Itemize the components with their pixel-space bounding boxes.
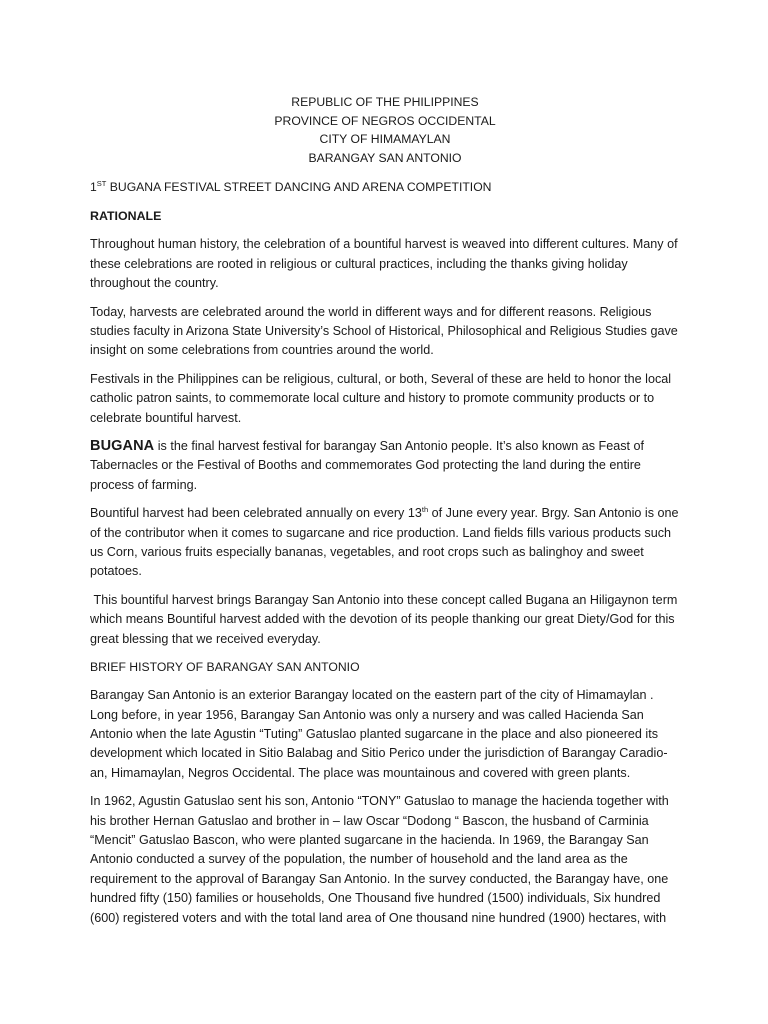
title-text: BUGANA FESTIVAL STREET DANCING AND ARENA COMPETITION	[106, 180, 492, 195]
header-province: PROVINCE OF NEGROS OCCIDENTAL	[274, 113, 496, 128]
bugana-word: BUGANA	[90, 438, 155, 455]
history-heading: BRIEF HISTORY OF BARANGAY SAN ANTONIO	[90, 660, 360, 675]
document-page	[90, 93, 683, 937]
rationale-paragraph-3: Festivals in the Philippines can be religious, cultural, or both, Several of these are held to honor the local catholic patron saints, to commemorate local culture and history to promote community products or to celebrate bountiful harvest.	[90, 371, 675, 425]
date-ordinal: th	[421, 505, 429, 515]
header-republic: REPUBLIC OF THE PHILIPPINES	[291, 95, 479, 109]
rationale-paragraph-5	[90, 504, 683, 582]
rationale-paragraph-4-text: is the final harvest festival for barangay San Antonio people. It’s also known as Feast of Tabernacles or the Festival of Booths and commemorates God protecting the land during the entire process of farming.	[90, 439, 648, 492]
rationale-heading: RATIONALE	[90, 209, 162, 224]
rationale-paragraph-6: This bountiful harvest brings Barangay San Antonio into these concept called Bugana an Hiligaynon term which means Bountiful harvest added with the devotion of its people thanking our great Diety/God for this great blessing that we received everyday.	[90, 592, 681, 646]
rationale-paragraph-2: Today, harvests are celebrated around the world in different ways and for different reasons. Religious studies faculty in Arizona State University’s School of Historical, Philosophical and Religious Studies gave insight on some celebrations from countries around the world.	[90, 304, 682, 358]
history-paragraph-1: Barangay San Antonio is an exterior Barangay located on the eastern part of the city of Himamaylan . Long before, in year 1956, Barangay San Antonio was only a nursery and was called Hacienda San Antonio when the late Agustin “Tuting” Gatuslao planted sugarcane in the place and also pioneered its development which located in Sitio Balabag and Sitio Perico under the jurisdiction of Barangay Caradio-an, Himamaylan, Negros Occidental. The place was mountainous and covered with green plants.	[90, 688, 668, 780]
title-ordinal: ST	[96, 179, 107, 189]
rationale-paragraph-5-text-a: Bountiful harvest had been celebrated annually on every 13	[90, 506, 422, 521]
header-city: CITY OF HIMAMAYLAN	[319, 132, 451, 147]
history-paragraph-2: In 1962, Agustin Gatuslao sent his son, Antonio “TONY” Gatuslao to manage the hacienda together with his brother Hernan Gatuslao and brother in – law Oscar “Dodong “ Bascon, the husband of Carminia “Mencit” Gatuslao Bascon, who were planted sugarcane in the hacienda. In 1969, the Barangay San Antonio conducted a survey of the population, the number of household and the land area as the requirement to the approval of Barangay San Antonio. In the survey conducted, the Barangay have, one hundred fifty (150) families or households, One Thousand five hundred (1500) individuals, Six hundred (600) registered voters and with the total land area of One thousand nine hundred (1900) hectares, with	[90, 794, 673, 925]
rationale-paragraph-5-text-b: of June every year. Brgy. San Antonio is one of the contributor when it comes to sugarcane and rice production. Land fields fills various products such us Corn, various fruits especially bananas, vegetables, and root crops such as balinghoy and sweet potatoes.	[90, 506, 683, 579]
rationale-paragraph-1: Throughout human history, the celebration of a bountiful harvest is weaved into different cultures. Many of these celebrations are rooted in religious or cultural practices, including the thanks giving holiday throughout the country.	[90, 237, 682, 291]
document-header	[90, 93, 680, 167]
document-title	[90, 178, 680, 197]
header-barangay: BARANGAY SAN ANTONIO	[308, 150, 462, 165]
rationale-paragraph-4	[90, 437, 680, 495]
title-number: 1	[90, 180, 97, 195]
